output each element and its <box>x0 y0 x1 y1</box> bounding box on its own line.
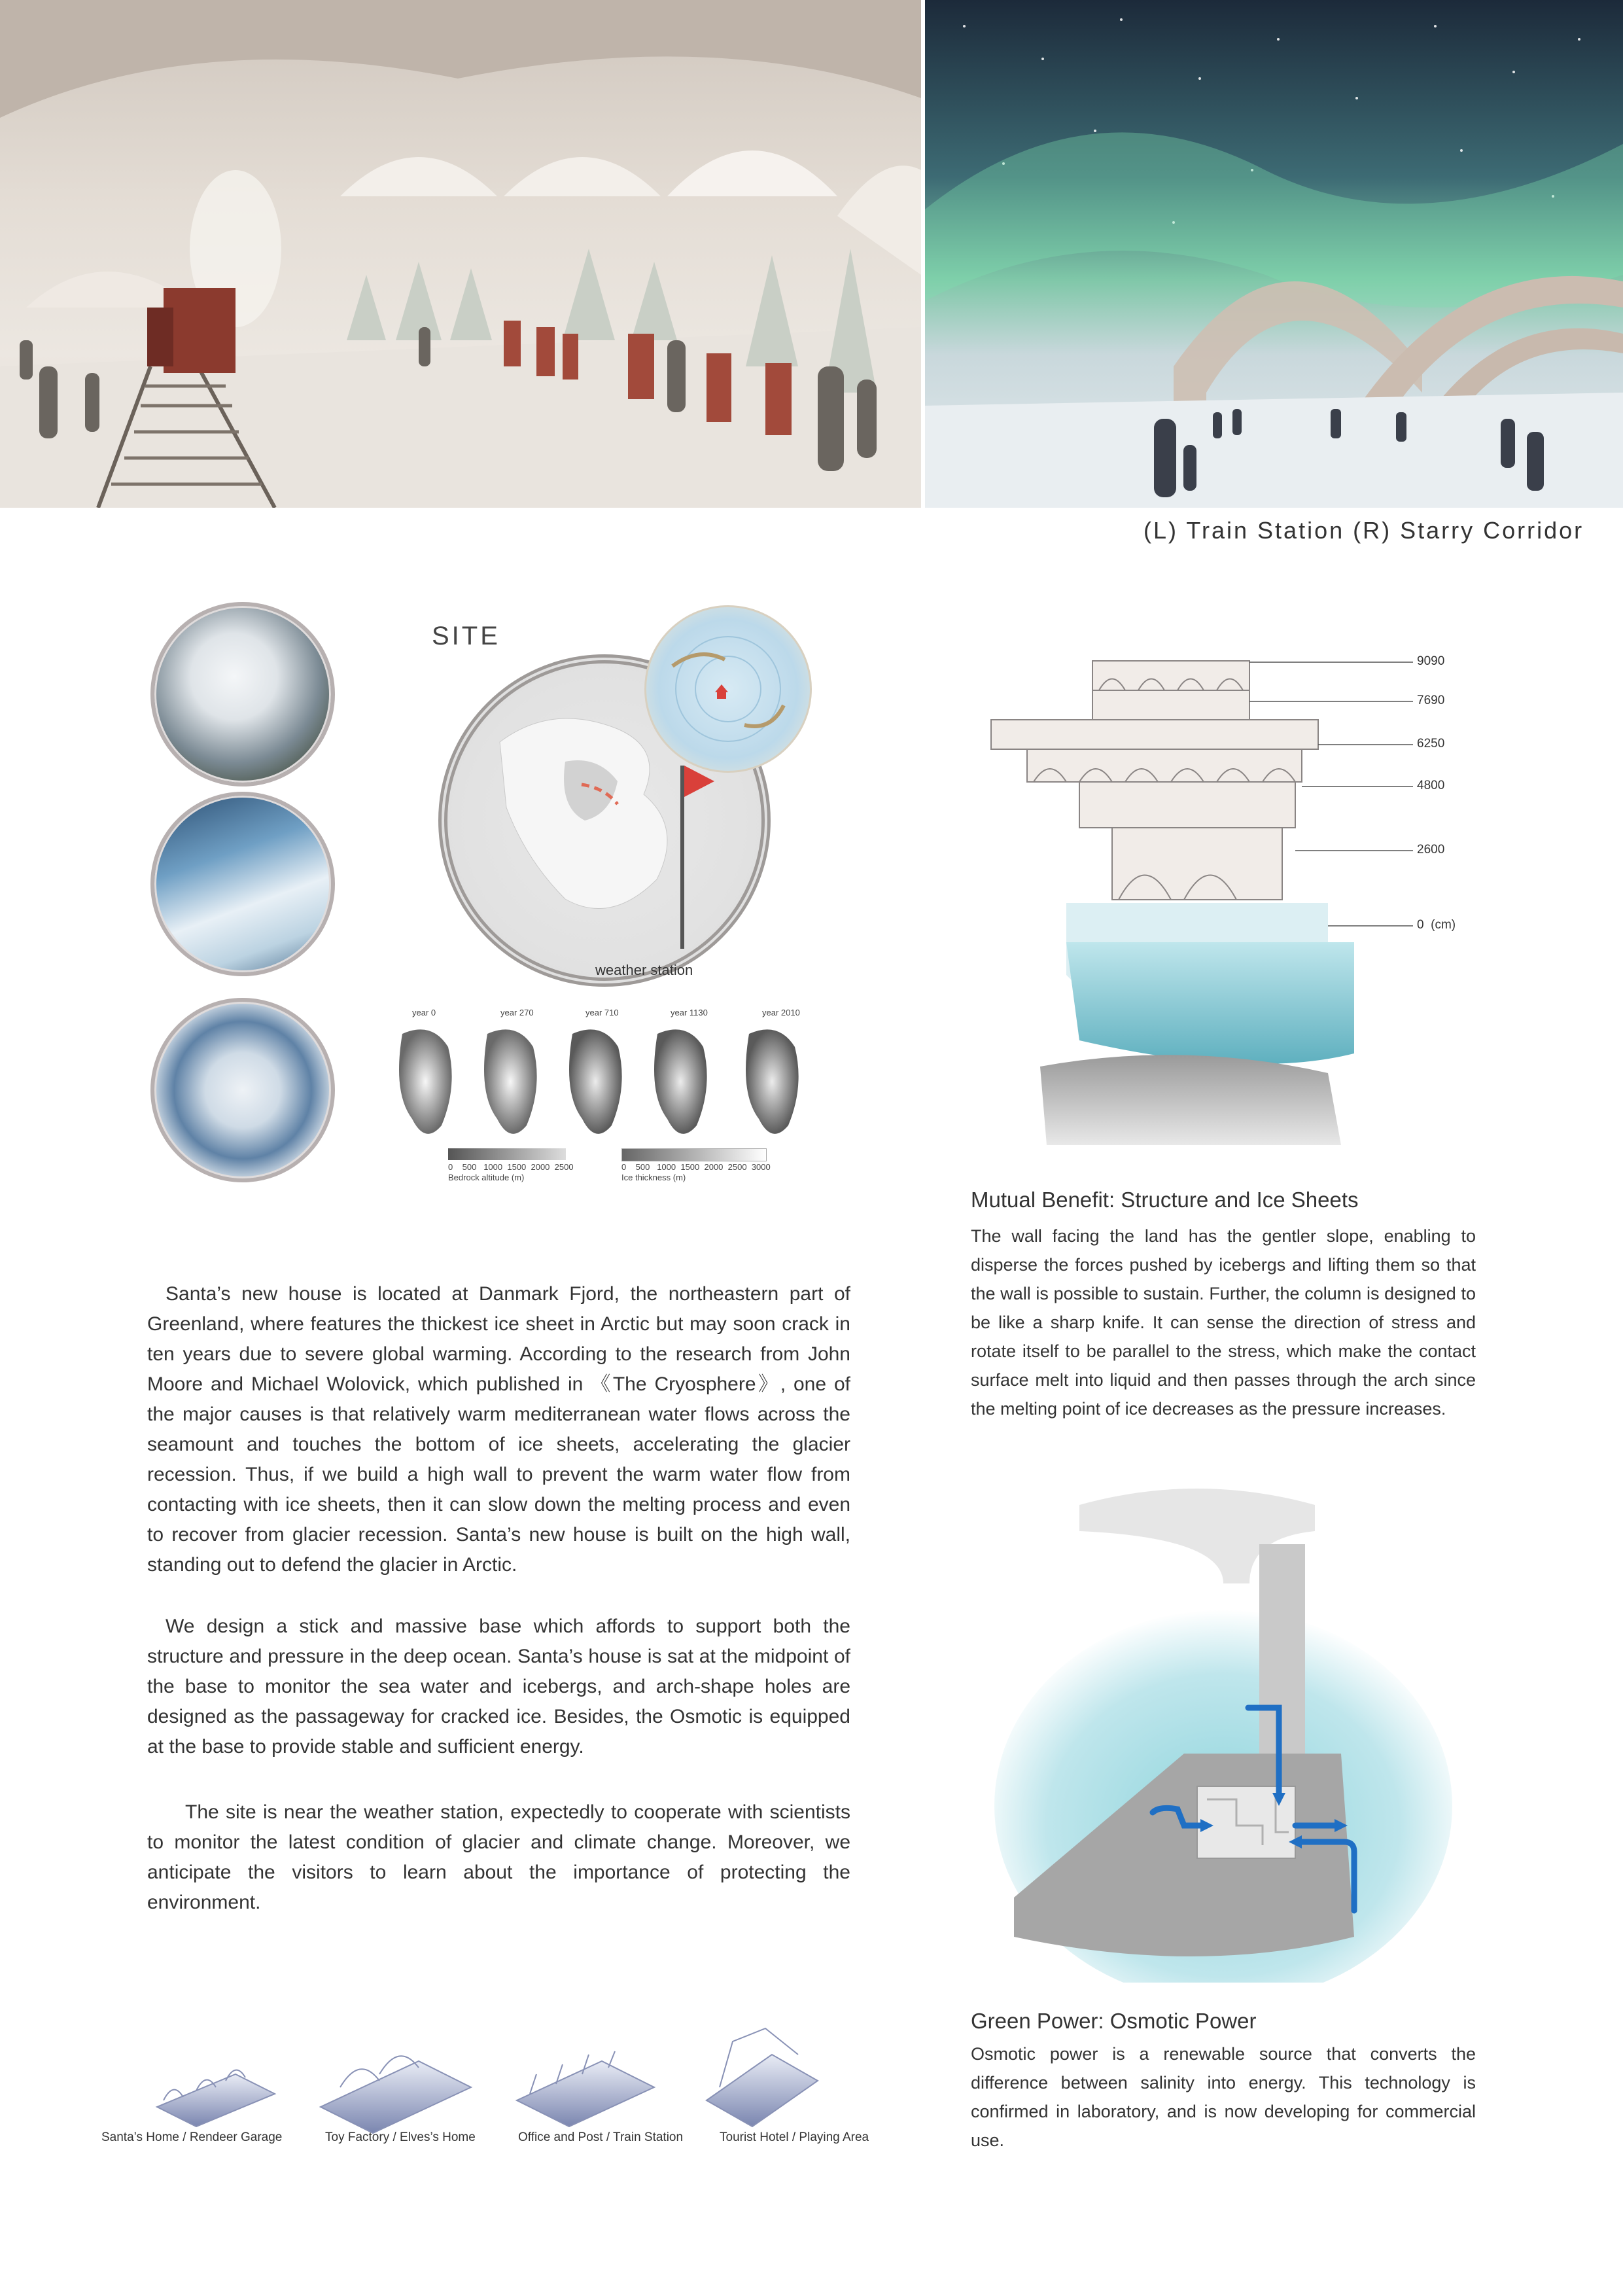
glacier-collapse-photo <box>150 792 335 976</box>
year-label: year 2010 <box>762 1008 800 1017</box>
year-label: year 710 <box>585 1008 619 1017</box>
ice-legend-bar <box>621 1148 767 1161</box>
mutual-benefit-title: Mutual Benefit: Structure and Ice Sheets <box>971 1188 1359 1212</box>
starry-corridor-render <box>925 0 1623 508</box>
arctic-location-map <box>644 605 812 773</box>
mutual-benefit-text: The wall facing the land has the gentler slope, enabling to disperse the forces pushed by icebergs and lifting them so that the wall is possible to sustain. Further, the column is designed to be like a sharp knife. It can sense the direction of stress and rotate itself to be parallel to the stress, which make the contact surface melt into liquid and then passes through the arch since the melting point of ice decreases as the pressure increases. <box>971 1226 1476 1419</box>
green-power-text: Osmotic power is a renewable source that converts the difference between salinity into energy. This technology is confirmed in laboratory, and is now developing for commercial use. <box>971 2044 1476 2150</box>
elevation-label: 4800 <box>1417 779 1445 792</box>
bedrock-legend-bar <box>448 1148 566 1160</box>
elevation-label: 9090 <box>1417 654 1445 668</box>
axonometric-sections <box>144 2015 896 2146</box>
elevation-label: 2600 <box>1417 843 1445 857</box>
section-label: Office and Post / Train Station <box>518 2130 684 2144</box>
year-label: year 1130 <box>671 1008 708 1017</box>
osmotic-power-diagram <box>988 1479 1459 1983</box>
elevation-label: 7690 <box>1417 694 1445 707</box>
flag-icon <box>684 766 714 797</box>
elevation-label: 6250 <box>1417 737 1445 751</box>
section-label: Santa’s Home / Rendeer Garage <box>101 2130 283 2144</box>
green-power-title: Green Power: Osmotic Power <box>971 2009 1257 2033</box>
polar-bear-sea-ice-photo <box>150 998 335 1182</box>
train-station-render <box>0 0 921 508</box>
ice-legend-ticks: 0 500 1000 1500 2000 2500 3000 <box>621 1162 771 1172</box>
year-label: year 270 <box>500 1008 534 1017</box>
body-paragraph: The site is near the weather station, expectedly to cooperate with scientists to monitor the latest condition of glacier and climate change. Moreover, we anticipate the visitors to learn about the importance of protecting the environment. <box>147 1801 850 1913</box>
body-paragraph: Santa’s new house is located at Danmark Fjord, the northeastern part of Greenland, where features the thickest ice sheet in Arctic but may soon crack in ten years due to severe global warming. According to the research from John Moore and Michael Wolovick, which published in 《The Cryosphere》, one of the major causes is that relatively warm mediterranean water flows across the seamount and touches the bottom of ice sheets, accelerating the glacier recession. Thus, if we build a high wall to prevent the warm water flow from contacting with ice sheets, then it can slow down the melting process and even to recover from glacier recession. Santa’s new house is built on the high wall, standing out to defend the glacier in Arctic. <box>147 1283 850 1576</box>
arctic-satellite-photo <box>150 602 335 786</box>
wall-section-diagram <box>988 648 1433 1145</box>
elevation-label: 0 (cm) <box>1417 918 1456 932</box>
ice-legend-label: Ice thickness (m) <box>621 1173 686 1182</box>
greenland-ice-sequence <box>386 1008 818 1191</box>
weather-station-label: weather station <box>595 962 693 978</box>
bedrock-legend-label: Bedrock altitude (m) <box>448 1173 525 1182</box>
site-title: SITE <box>432 622 500 650</box>
bedrock-legend-ticks: 0 500 1000 1500 2000 2500 <box>448 1162 574 1172</box>
body-paragraph: We design a stick and massive base which affords to support both the structure and pressure in the deep ocean. Santa’s house is sat at the midpoint of the base to monitor the sea water and icebergs, and arch-shape holes are designed as the passageway for cracked ice. Besides, the Osmotic is equipped at the base to provide stable and sufficient energy. <box>147 1616 850 1757</box>
top-caption: (L) Train Station (R) Starry Corridor <box>1143 517 1584 544</box>
year-label: year 0 <box>412 1008 436 1017</box>
section-label: Toy Factory / Elves’s Home <box>325 2130 476 2144</box>
section-label: Tourist Hotel / Playing Area <box>720 2130 869 2144</box>
